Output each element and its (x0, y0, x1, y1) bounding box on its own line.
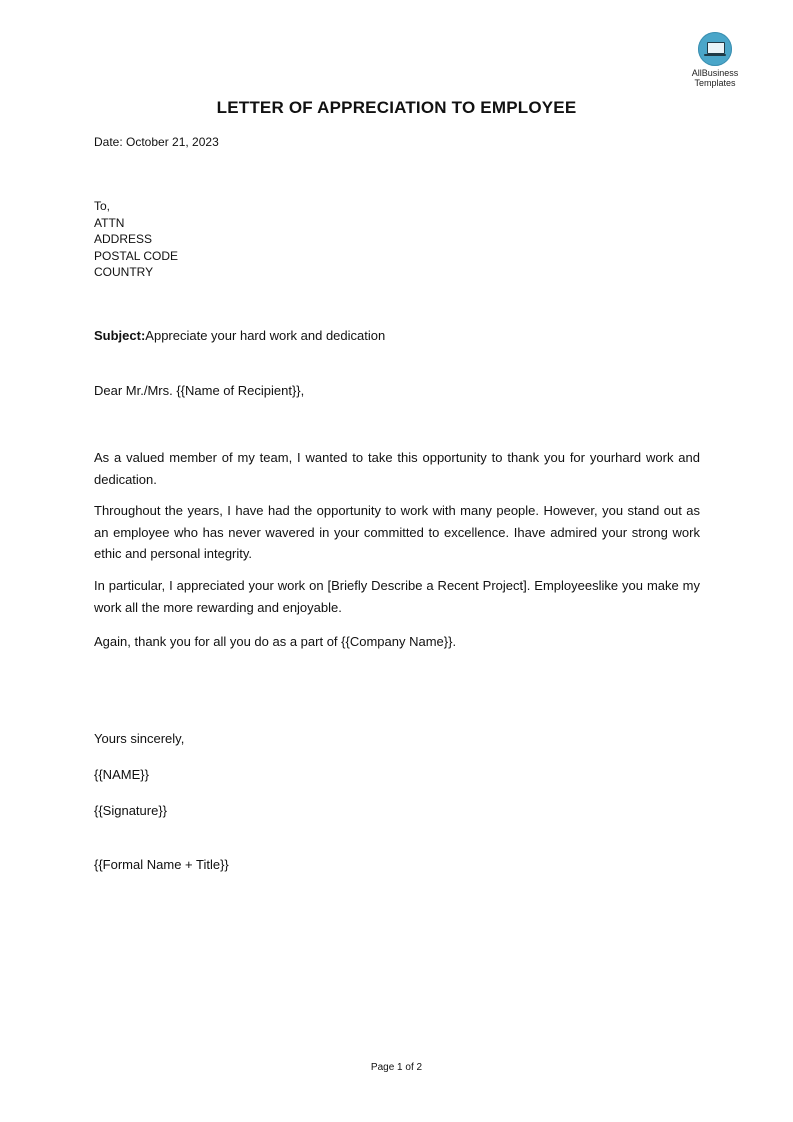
page-number: Page 1 of 2 (370, 1062, 423, 1073)
closing: Yours sincerely, (94, 731, 185, 746)
recipient-address (94, 198, 178, 281)
salutation: Dear Mr./Mrs. {{Name of Recipient}}, (94, 383, 305, 398)
address-to: To, (94, 199, 111, 213)
brand-logo (680, 32, 750, 88)
subject-label: Subject: (94, 328, 146, 343)
address-line: ADDRESS (94, 232, 153, 246)
body-paragraph-4: Again, thank you for all you do as a part of {{Company Name}}. (94, 634, 457, 649)
body-paragraph-2: Throughout the years, I have had the opportunity to work with many people. However, you stand out as an employee who has never wavered in your committed to excellence. Ihave admired your strong work ethic and personal integrity. (94, 503, 700, 561)
laptop-icon (698, 32, 732, 66)
address-country: COUNTRY (94, 265, 154, 279)
document-title: LETTER OF APPRECIATION TO EMPLOYEE (216, 98, 577, 117)
body-paragraph-1: As a valued member of my team, I wanted to take this opportunity to thank you for yourhard work and dedication. (94, 450, 700, 487)
body-paragraph-3: In particular, I appreciated your work on [Briefly Describe a Recent Project]. Employeeslike you make my work all the more rewarding and enjoyable. (94, 578, 700, 615)
brand-line-2: Templates (694, 78, 736, 88)
address-attn: ATTN (94, 215, 125, 230)
brand-line-1: AllBusiness (691, 68, 739, 78)
address-postal-code: POSTAL CODE (94, 248, 179, 263)
subject-line (94, 328, 385, 343)
subject-text: Appreciate your hard work and dedication (145, 328, 386, 343)
brand-name (680, 68, 750, 88)
signature-placeholder: {{Signature}} (94, 803, 168, 818)
letter-date: Date: October 21, 2023 (94, 135, 219, 149)
formal-name-placeholder: {{Formal Name + Title}} (94, 857, 229, 872)
name-placeholder: {{NAME}} (94, 767, 149, 782)
